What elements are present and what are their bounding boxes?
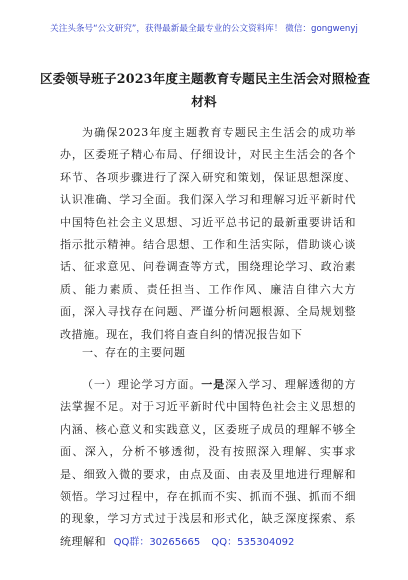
footer-contacts [0,533,408,548]
subsection-number: （一）理论学习方面。 [82,378,202,391]
header-note: 关注头条号“公文研究”，获得最新最全最专业的公文资料库！ 微信：gongwenyj [50,24,358,34]
document-title-line-1: 区委领导班子2023年度主题教育专题民主生活会对照检查 [40,71,371,86]
subsection-text: 深入学习、理解透彻的方法掌握不足。对于习近平新时代中国特色社会主义思想的内涵、核心意义和实践意义，区委班子成员的理解不够全面、深入，分析不够透彻，没有按照深入理解、实事求是、细致入微的要求，由点及面、由表及里地进行理解和领悟。学习过程中，存在抓而不实、抓而不强、抓而不细的现象，学习方式过于浅层和形式化，缺乏深度探索、系统理解和 [60,378,356,548]
intro-paragraph: 为确保2023年度主题教育专题民主生活会的成功举办，区委班子精心布局、仔细设计，对民主生活会的各个环节、各项步骤进行了深入研究和策划，保证思想深度、认识准确、学习全面。我们深入学习和理解习近平新时代中国特色社会主义思想、习近平总书记的最新重要讲话和指示批示精神。结合思想、工作和生活实际，借助谈心谈话、征求意见、问卷调查等方式，围绕理论学习、政治素质、能力素质、责任担当、工作作风、廉洁自律六大方面，深入寻找存在问题、严谨分析问题根源、全局规划整改措施。现在，我们将自查自纠的情况报告如下 [60,126,356,341]
document-title-line-2: 材料 [191,94,217,109]
footer-qq-group: QQ群：30265665 [113,537,201,548]
subsection-paragraph [60,374,356,553]
footer-qq: QQ：535304092 [211,537,295,548]
subsection-lead: 一是 [201,378,226,391]
section-heading: 一、存在的主要问题 [82,346,186,359]
